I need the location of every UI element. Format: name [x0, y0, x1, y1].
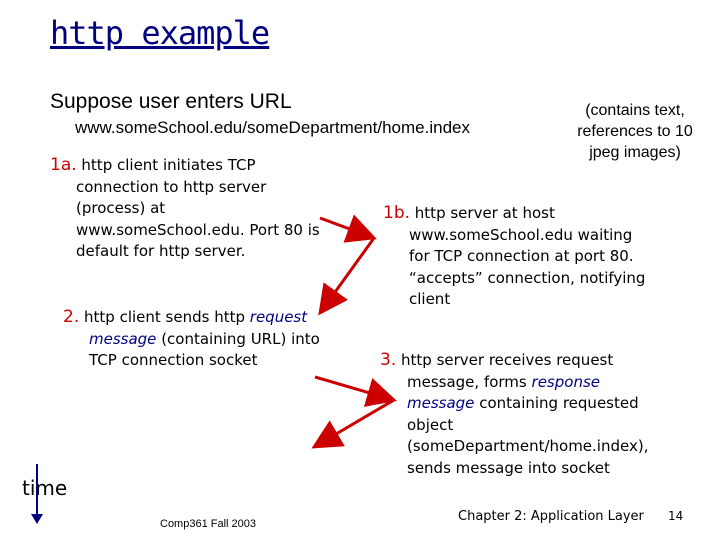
step-1b-line2: www.someSchool.edu waiting	[409, 225, 633, 244]
step-3-text2: message, forms	[407, 372, 527, 391]
step-1b-line3: for TCP connection at port 80.	[409, 247, 634, 265]
time-axis-arrow-icon	[31, 514, 43, 524]
arrow-3-to-client	[314, 400, 394, 447]
step-3-em-message: message	[407, 394, 475, 412]
step-2-em-message: message	[89, 329, 157, 348]
step-1a-line4: www.someSchool.edu. Port 80 is	[76, 220, 320, 239]
step-2-em-request: request	[249, 308, 308, 326]
step-2-number: 2.	[63, 307, 80, 327]
footer-chapter: Chapter 2: Application Layer	[458, 509, 644, 524]
footer-page-number: 14	[668, 509, 684, 523]
footer-course: Comp361 Fall 2003	[160, 518, 257, 530]
url-text: www.someSchool.edu/someDepartment/home.index	[75, 118, 470, 137]
arrow-1a-to-1b	[320, 218, 374, 238]
contains-note: (contains text, references to 10 jpeg images)	[577, 102, 693, 161]
step-1a-line5: default for http server.	[76, 242, 246, 260]
step-3-line5: (someDepartment/home.index),	[407, 437, 649, 455]
step-3-line4: object	[407, 415, 454, 434]
step-3-text1: http server receives request	[401, 351, 614, 369]
step-3-text3: containing requested	[479, 394, 639, 412]
step-2-text2: (containing URL) into	[161, 329, 320, 348]
step-1b-number: 1b.	[383, 203, 411, 223]
step-1a-line3: (process) at	[76, 199, 166, 217]
step-1a-number: 1a.	[50, 155, 77, 175]
step-3-line6: sends message into socket	[407, 458, 610, 477]
step-2-line3: TCP connection socket	[89, 351, 258, 369]
arrow-1b-to-1a	[320, 238, 374, 313]
step-2-text1: http client sends http	[84, 308, 245, 326]
step-1b-text1: http server at host	[414, 204, 555, 222]
step-3-number: 3.	[380, 350, 397, 370]
time-label: time	[22, 476, 68, 500]
step-3-em-response: response	[531, 372, 600, 391]
step-1b-line5: client	[409, 290, 451, 308]
step-1b-line4: “accepts” connection, notifying	[409, 268, 646, 287]
step-1a-line2: connection to http server	[76, 177, 267, 196]
slide-title: http example	[50, 14, 270, 52]
arrow-2-to-3	[315, 377, 394, 400]
intro-text: Suppose user enters URL	[50, 90, 292, 113]
step-1a-text1: http client initiates TCP	[81, 156, 256, 174]
